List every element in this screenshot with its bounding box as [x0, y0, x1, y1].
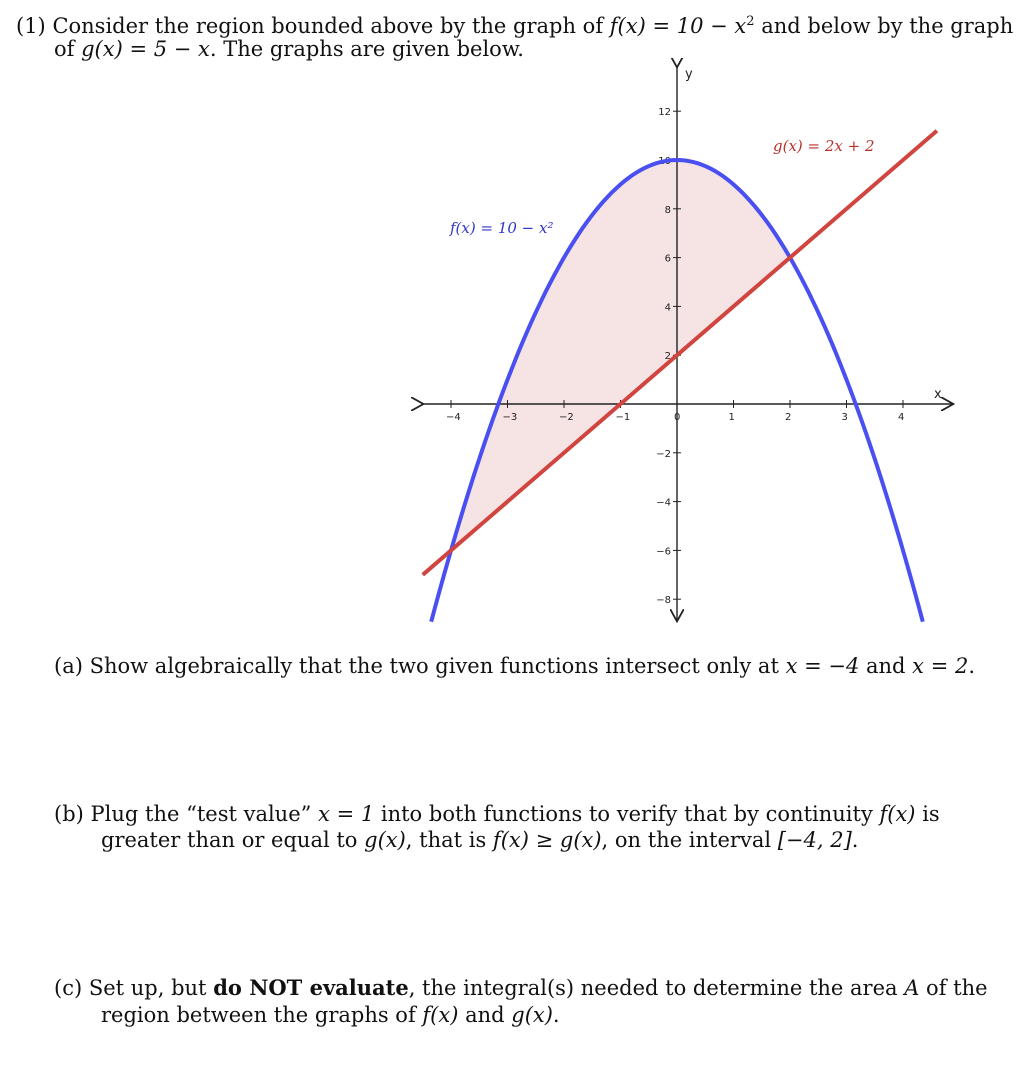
x-axis-label: x — [934, 387, 942, 402]
part-b-math-4: f(x) ≥ g(x) — [492, 828, 602, 852]
part-c-line1 — [54, 974, 988, 1002]
part-b-text-2: into both functions to verify that by continuity — [374, 802, 880, 826]
part-c-line2 — [101, 1001, 560, 1029]
part-c-label: (c) — [54, 976, 83, 1000]
intro-text: Consider the region bounded above by the graph of — [52, 14, 610, 38]
x-tick-label: −2 — [559, 412, 574, 423]
part-b-text-7: . — [851, 828, 859, 852]
x-tick-label: 2 — [785, 412, 792, 423]
part-a-text-2: and — [859, 654, 913, 678]
part-c-bold: do NOT evaluate — [213, 975, 409, 1000]
y-tick-label: 2 — [664, 351, 671, 363]
part-c-math-2: f(x) — [422, 1003, 459, 1027]
part-a-math-2: x = 2 — [912, 654, 969, 678]
part-c-math-1: A — [904, 976, 920, 1000]
f-label: f(x) = 10 − x² — [450, 219, 554, 237]
part-b-text-5: , that is — [405, 828, 493, 852]
y-tick-label: 6 — [664, 253, 671, 265]
problem-number: (1) — [16, 14, 46, 38]
intro-text-2: and below by the graph — [754, 14, 1014, 38]
intro-f-formula: f(x) = 10 − x — [609, 14, 747, 38]
part-b-text-6: , on the interval — [601, 828, 778, 852]
y-tick-label: 8 — [664, 204, 671, 216]
function-graph — [400, 58, 960, 628]
part-b-text: Plug the “test value” — [90, 802, 319, 826]
part-b-label: (b) — [54, 802, 84, 826]
part-a-text: Show algebraically that the two given functions intersect only at — [89, 654, 786, 678]
part-b-line1 — [54, 800, 940, 828]
x-tick-label: −4 — [446, 412, 461, 423]
part-c-text-5: and — [458, 1003, 512, 1027]
part-b-text-4: greater than or equal to — [101, 828, 365, 852]
part-a — [54, 652, 975, 680]
y-tick-label: −2 — [656, 448, 671, 460]
x-tick-label: 3 — [841, 412, 848, 423]
part-a-math-1: x = −4 — [785, 654, 860, 678]
part-c-math-3: g(x) — [511, 1003, 553, 1027]
part-b-math-2: f(x) — [879, 802, 916, 826]
part-b-math-1: x = 1 — [318, 802, 375, 826]
g-label: g(x) = 2x + 2 — [773, 137, 875, 155]
x-tick-label: 0 — [674, 412, 681, 423]
part-c-text-3: of the — [919, 976, 988, 1000]
part-c-text: Set up, but — [88, 976, 214, 1000]
part-c-text-2: , the integral(s) needed to determine the area — [408, 976, 905, 1000]
x-tick-label: 4 — [898, 412, 905, 423]
x-tick-label: −3 — [502, 412, 518, 423]
y-tick-label: 12 — [658, 107, 671, 119]
part-b-text-3: is — [915, 802, 940, 826]
part-b-line2 — [101, 826, 858, 854]
intro-text-3: of — [54, 37, 82, 61]
part-b-math-3: g(x) — [364, 828, 406, 852]
intro-f-exponent: 2 — [746, 14, 755, 29]
x-tick-label: 1 — [728, 412, 735, 423]
part-c-text-4: region between the graphs of — [101, 1003, 423, 1027]
x-tick-label: −1 — [615, 412, 631, 423]
part-c-text-6: . — [552, 1003, 560, 1027]
y-tick-label: −4 — [656, 497, 671, 509]
part-a-text-3: . — [968, 654, 976, 678]
y-tick-label: 10 — [658, 156, 671, 167]
y-tick-label: 4 — [664, 302, 671, 314]
part-b-math-5: [−4, 2] — [777, 828, 852, 852]
y-tick-label: −8 — [656, 595, 671, 607]
y-tick-label: −6 — [656, 546, 671, 558]
intro-g-formula: g(x) = 5 − x — [81, 37, 210, 61]
intro-text-4: . The graphs are given below. — [209, 37, 524, 61]
y-axis-label: y — [685, 67, 693, 82]
part-a-label: (a) — [54, 654, 83, 678]
